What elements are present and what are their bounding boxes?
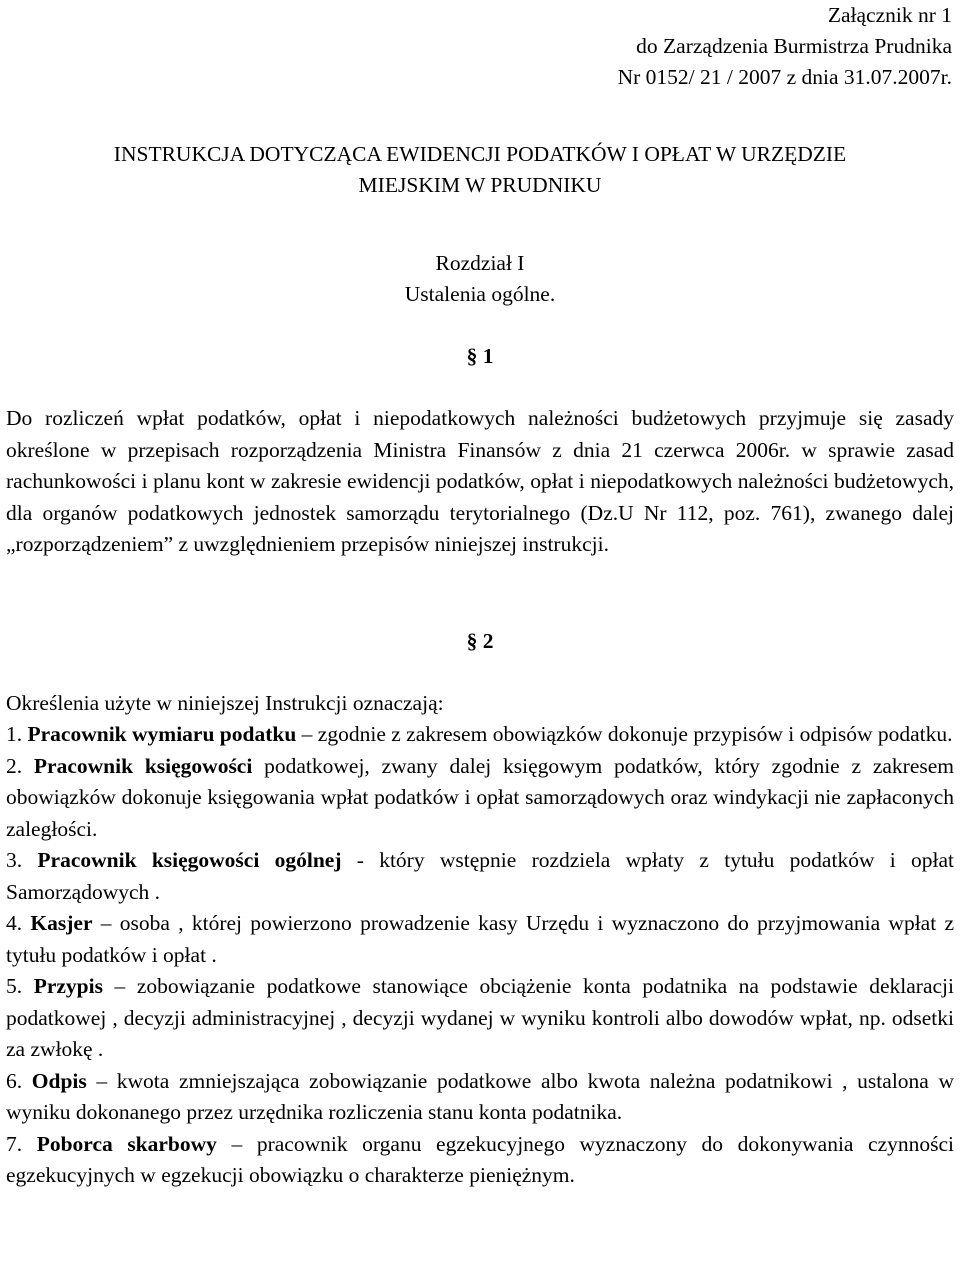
definition-number: 7. xyxy=(6,1131,23,1156)
definition-text: – kwota zmniejszająca zobowiązanie podatkowe albo kwota należna podatnikowi , ustalona w wyniku dokonanego przez urzędnika rozliczenia stanu konta podatnika. xyxy=(6,1068,954,1124)
definition-number: 3. xyxy=(6,848,23,872)
definition-term: Pracownik księgowości ogólnej xyxy=(37,848,342,872)
definition-text: – pracownik organu egzekucyjnego wyznaczony do dokonywania czynności egzekucyjnych w egzekucji obowiązku o charakterze pieniężnym. xyxy=(6,1131,955,1187)
definition-term: Pracownik wymiaru podatku xyxy=(27,722,297,746)
definition-item xyxy=(6,751,954,846)
chapter-heading xyxy=(0,248,960,310)
section-2-sign: § 2 xyxy=(466,629,494,653)
definition-term: Pracownik księgowości xyxy=(33,753,253,778)
section-1-text: Do rozliczeń wpłat podatków, opłat i niepodatkowych należności budżetowych przyjmuje się zasady określone w przepisach rozporządzenia Ministra Finansów z dnia 21 czerwca 2006r. w sprawie zasad rachunkowości i planu kont w zakresie ewidencji podatków, opłat i niepodatkowych należności budżetowych, dla organów podatkowych jednostek samorządu terytorialnego (Dz.U Nr 112, poz. 761), zwanego dalej „rozporządzeniem” z uwzględnieniem przepisów niniejszej instrukcji. xyxy=(6,406,954,556)
title-line-1: INSTRUKCJA DOTYCZĄCA EWIDENCJI PODATKÓW I OPŁAT W URZĘDZIE xyxy=(113,142,847,166)
definition-text: – zobowiązanie podatkowe stanowiące obciążenie konta podatnika na podstawie deklaracji podatkowej , decyzji administracyjnej , decyzji wydanej w wyniku kontroli albo dowodów wpłat, np. odsetki za zwłokę . xyxy=(6,974,954,1061)
definitions-list xyxy=(6,719,954,1192)
definition-number: 5. xyxy=(6,974,23,998)
annex-header xyxy=(618,0,952,93)
document-title xyxy=(0,139,960,201)
definition-number: 1. xyxy=(6,722,23,746)
section-1-sign: § 1 xyxy=(466,344,494,368)
definition-term: Kasjer xyxy=(30,911,93,935)
definition-item xyxy=(6,971,954,1066)
definition-number: 6. xyxy=(6,1068,23,1093)
annex-line-3: Nr 0152/ 21 / 2007 z dnia 31.07.2007r. xyxy=(617,65,952,89)
definition-item xyxy=(6,1129,954,1192)
definition-item xyxy=(6,845,954,908)
definition-item xyxy=(6,719,954,751)
chapter-name: Ustalenia ogólne. xyxy=(404,282,556,306)
chapter-number: Rozdział I xyxy=(435,251,525,275)
definition-number: 4. xyxy=(6,911,23,935)
definition-text: - który wstępnie rozdziela wpłaty z tytułu podatków i opłat Samorządowych . xyxy=(6,848,954,904)
definition-number: 2. xyxy=(6,753,23,778)
definition-item xyxy=(6,1066,954,1129)
annex-line-1: Załącznik nr 1 xyxy=(827,3,952,27)
definition-term: Odpis xyxy=(31,1068,87,1093)
title-line-2: MIEJSKIM W PRUDNIKU xyxy=(358,173,602,197)
definition-item xyxy=(6,908,954,971)
definition-text: – osoba , której powierzono prowadzenie kasy Urzędu i wyznaczono do przyjmowania wpłat z tytułu podatków i opłat . xyxy=(6,911,955,967)
annex-line-2: do Zarządzenia Burmistrza Prudnika xyxy=(636,34,952,58)
definition-text: – zgodnie z zakresem obowiązków dokonuje przypisów i odpisów podatku. xyxy=(296,722,953,746)
definition-term: Przypis xyxy=(33,974,103,998)
definition-term: Poborca skarbowy xyxy=(36,1131,217,1156)
definition-text: podatkowej, zwany dalej księgowym podatków, który zgodnie z zakresem obowiązków dokonuje księgowania wpłat podatków i opłat samorządowych oraz windykacji nie zapłaconych zaległości. xyxy=(6,753,954,841)
section-2-intro: Określenia użyte w niniejszej Instrukcji oznaczają: xyxy=(6,691,444,715)
